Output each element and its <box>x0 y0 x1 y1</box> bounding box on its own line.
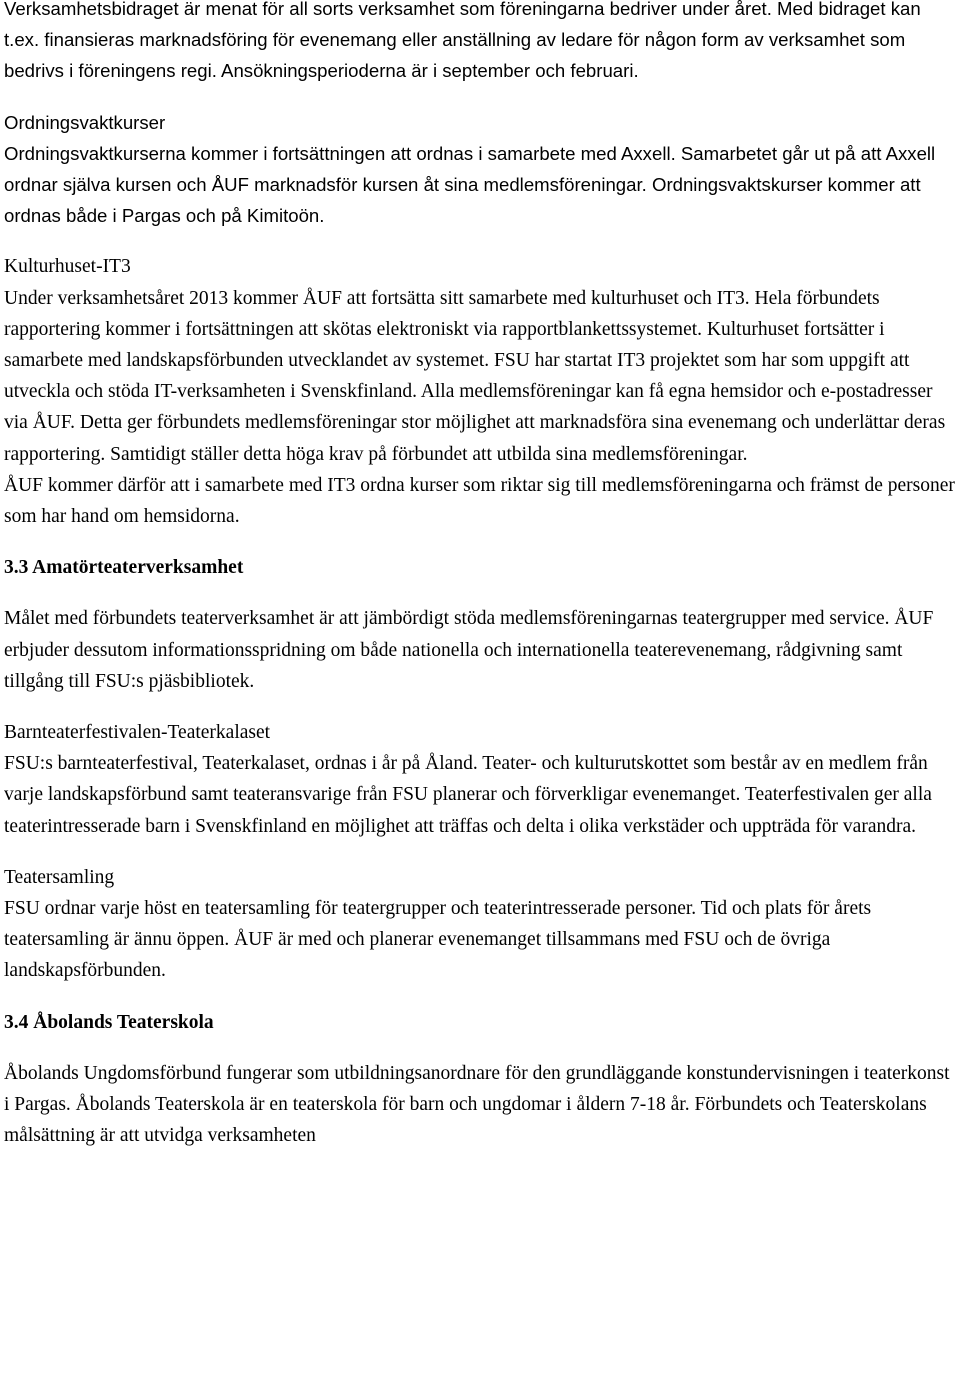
paragraph-teatersamling: FSU ordnar varje höst en teatersamling för teatergrupper och teaterintresserade personer. Tid och plats för årets teatersamling är ännu öppen. ÅUF är med och planerar evenemanget tillsammans med FSU och de övriga landskapsförbunden. <box>4 898 872 982</box>
subheading-teatersamling: Teatersamling <box>4 866 115 888</box>
document-page <box>4 0 956 1152</box>
paragraph-kulturhuset-it3: Under verksamhetsåret 2013 kommer ÅUF att fortsätta sitt samarbete med kulturhuset och IT3. Hela förbundets rapportering kommer i fortsättningen att skötas elektroniskt via rapportblankettssystemet. Kulturhuset fortsätter i samarbete med landskapsförbunden utvecklandet av systemet. FSU har startat IT3 projektet som har som uppgift att utveckla och stöda IT-verksamheten i Svenskfinland. Alla medlemsföreningar kan få egna hemsidor och e-postadresser via ÅUF. Detta ger förbundets medlemsföreningar stor möjlighet att marknadsföra sina evenemang och underlättar deras rapportering. Samtidigt ställer detta höga krav på förbundet att utbilda sina medlemsföreningar. <box>4 287 946 465</box>
subheading-kulturhuset-it3: Kulturhuset-IT3 <box>4 256 131 278</box>
paragraph-ordningsvaktkurser: Ordningsvaktkurserna kommer i fortsättningen att ordnas i samarbete med Axxell. Samarbetet går ut på att Axxell ordnar själva kursen och ÅUF marknadsför kursen åt sina medlemsföreningar. Ordningsvaktskurser kommer att ordnas både i Pargas och på Kimitoön. <box>4 142 936 227</box>
subheading-ordningsvaktkurser: Ordningsvaktkurser <box>4 111 166 133</box>
paragraph-abolands-teaterskola: Åbolands Ungdomsförbund fungerar som utbildningsanordnare för den grundläggande konstundervisningen i teaterkonst i Pargas. Åbolands Teaterskola är en teaterskola för barn och ungdomar i åldern 7-18 år. Förbundets och Teaterskolans målsättning är att utvidga verksamheten <box>4 1062 950 1147</box>
paragraph-kulturhuset-it3-continued: ÅUF kommer därför att i samarbete med IT3 ordna kurser som riktar sig till medlemsföreningarna och främst de personer som har hand om hemsidorna. <box>4 474 955 528</box>
section-heading-3-4: 3.4 Åbolands Teaterskola <box>4 1011 214 1033</box>
section-heading-3-3: 3.3 Amatörteaterverksamhet <box>4 557 244 579</box>
paragraph-intro: Verksamhetsbidraget är menat för all sorts verksamhet som föreningarna bedriver under året. Med bidraget kan t.ex. finansieras marknadsföring för evenemang eller anställning av ledare för någon form av verksamhet som bedrivs i föreningens regi. Ansökningsperioderna är i september och februari. <box>4 0 921 82</box>
subheading-barnteaterfestivalen: Barnteaterfestivalen-Teaterkalaset <box>4 722 271 744</box>
paragraph-amatorteater: Målet med förbundets teaterverksamhet är att jämbördigt stöda medlemsföreningarnas teatergrupper med service. ÅUF erbjuder dessutom informationsspridning om både nationella och internationella teaterevenemang, rådgivning samt tillgång till FSU:s pjäsbibliotek. <box>4 608 934 692</box>
paragraph-barnteaterfestivalen: FSU:s barnteaterfestival, Teaterkalaset, ordnas i år på Åland. Teater- och kulturutskottet som består av en medlem från varje landskapsförbund samt teateransvarige från FSU planerar och förverkligar evenemanget. Teaterfestivalen ger alla teaterintresserade barn i Svenskfinland en möjlighet att träffas och delta i olika verkstäder och uppträda för varandra. <box>4 753 932 837</box>
